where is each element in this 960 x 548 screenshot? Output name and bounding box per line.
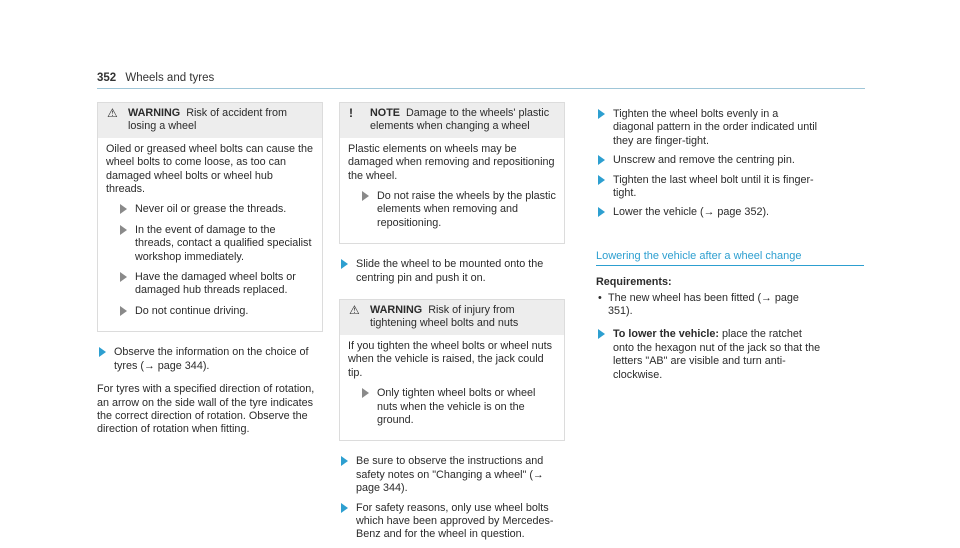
instruction-step — [97, 346, 323, 373]
page-header — [97, 72, 214, 84]
instruction-step — [339, 258, 565, 285]
warning-box-header — [340, 300, 564, 335]
warning-title: Risk of injury from tightening wheel bolts and nuts — [370, 304, 519, 330]
step-arrow-icon — [598, 175, 605, 185]
note-box-header — [340, 103, 564, 138]
instruction-step — [596, 328, 822, 382]
instruction-step — [596, 154, 822, 167]
note-title: Damage to the wheels' plastic elements when changing a wheel — [370, 107, 550, 133]
warning-box-body — [340, 335, 564, 440]
column-1 — [97, 102, 323, 437]
page-number: 352 — [97, 72, 117, 84]
step-arrow-icon — [598, 109, 605, 119]
instruction-step-text: Tighten the last wheel bolt until it is finger-tight. — [613, 173, 814, 200]
instruction-step — [596, 174, 822, 201]
column-2 — [339, 102, 565, 548]
section-heading: Lowering the vehicle after a wheel change — [596, 250, 864, 266]
warning-box-body — [98, 138, 322, 331]
note-label: NOTE — [370, 107, 400, 119]
step-arrow-icon — [99, 347, 106, 357]
warning-step — [118, 271, 314, 298]
header-divider — [97, 88, 865, 89]
column-3 — [596, 102, 822, 388]
warning-step-text: Only tighten wheel bolts or wheel nuts when the vehicle is on the ground. — [377, 387, 536, 426]
instruction-step — [339, 502, 565, 542]
warning-step-text: Never oil or grease the threads. — [135, 203, 287, 216]
step-arrow-icon — [120, 225, 127, 235]
warning-box-header — [98, 103, 322, 138]
instruction-step — [596, 108, 822, 148]
instruction-step-text: Lower the vehicle (→ page 352). — [613, 206, 770, 219]
step-arrow-icon — [120, 204, 127, 214]
step-arrow-icon — [362, 191, 369, 201]
warning-step — [118, 203, 314, 216]
warning-step-text: In the event of damage to the threads, contact a qualified specialist workshop immediately. — [135, 223, 312, 263]
warning-step-text: Do not continue driving. — [135, 304, 249, 317]
note-step-text: Do not raise the wheels by the plastic elements when removing and repositioning. — [377, 190, 556, 229]
warning-label: WARNING — [128, 107, 181, 119]
bullet-dot: • — [598, 291, 602, 304]
requirement-text: The new wheel has been fitted (→ page 351). — [608, 291, 799, 318]
step-arrow-icon — [341, 503, 348, 513]
note-step — [360, 190, 556, 230]
warning-box-wheel-loss — [97, 102, 323, 332]
requirements-label: Requirements: — [596, 276, 672, 289]
warning-step — [118, 224, 314, 264]
instruction-step — [596, 206, 822, 219]
rotation-paragraph: For tyres with a specified direction of rotation, an arrow on the side wall of the tyre indicates the correct direction of rotation. Observe the direction of rotation when fitting. — [97, 383, 315, 436]
warning-title: Risk of accident from losing a wheel — [128, 107, 287, 133]
page-title: Wheels and tyres — [125, 72, 215, 84]
note-box-plastic-elements — [339, 102, 565, 244]
instruction-step-text: Observe the information on the choice of tyres (→ page 344). — [114, 346, 309, 372]
step-arrow-icon — [598, 329, 605, 339]
step-arrow-icon — [341, 259, 348, 269]
requirement-item — [596, 292, 822, 319]
instruction-step-text: place the ratchet onto the hexagon nut of the jack so that the letters "AB" are visible and turn anti-clockwise. — [613, 328, 821, 381]
warning-step — [118, 305, 314, 318]
warning-step — [360, 387, 556, 427]
note-exclamation-icon: ! — [349, 106, 353, 120]
note-box-body — [340, 138, 564, 243]
step-bold-lead: To lower the vehicle: — [613, 328, 719, 341]
instruction-step-text: For safety reasons, only use wheel bolts which have been approved by Mercedes-Benz and for the wheel in question. — [356, 501, 554, 541]
step-arrow-icon — [120, 306, 127, 316]
warning-step-text: Have the damaged wheel bolts or damaged hub threads replaced. — [135, 271, 296, 297]
instruction-step-text: Tighten the wheel bolts evenly in a diagonal pattern in the order indicated until they are finger-tight. — [613, 108, 818, 147]
step-arrow-icon — [120, 272, 127, 282]
warning-label: WARNING — [370, 304, 423, 317]
warning-triangle-icon: ⚠ — [349, 303, 360, 318]
warning-intro: If you tighten the wheel bolts or wheel nuts when the vehicle is raised, the jack could tip. — [348, 339, 553, 379]
warning-intro: Oiled or greased wheel bolts can cause the wheel bolts to come loose, as too can damaged wheel bolts or wheel hub threads. — [106, 142, 314, 196]
step-arrow-icon — [598, 155, 605, 165]
instruction-step — [339, 455, 565, 495]
warning-triangle-icon: ⚠ — [107, 106, 118, 120]
instruction-step-text: Be sure to observe the instructions and safety notes on "Changing a wheel" (→ page 344). — [356, 455, 544, 495]
step-arrow-icon — [598, 207, 605, 217]
instruction-step-text: Unscrew and remove the centring pin. — [613, 154, 795, 167]
step-arrow-icon — [362, 388, 369, 398]
step-arrow-icon — [341, 456, 348, 466]
instruction-step-text: Slide the wheel to be mounted onto the centring pin and push it on. — [356, 258, 544, 284]
warning-box-tightening — [339, 299, 565, 441]
note-intro: Plastic elements on wheels may be damaged when removing and repositioning the wheel. — [348, 142, 555, 182]
